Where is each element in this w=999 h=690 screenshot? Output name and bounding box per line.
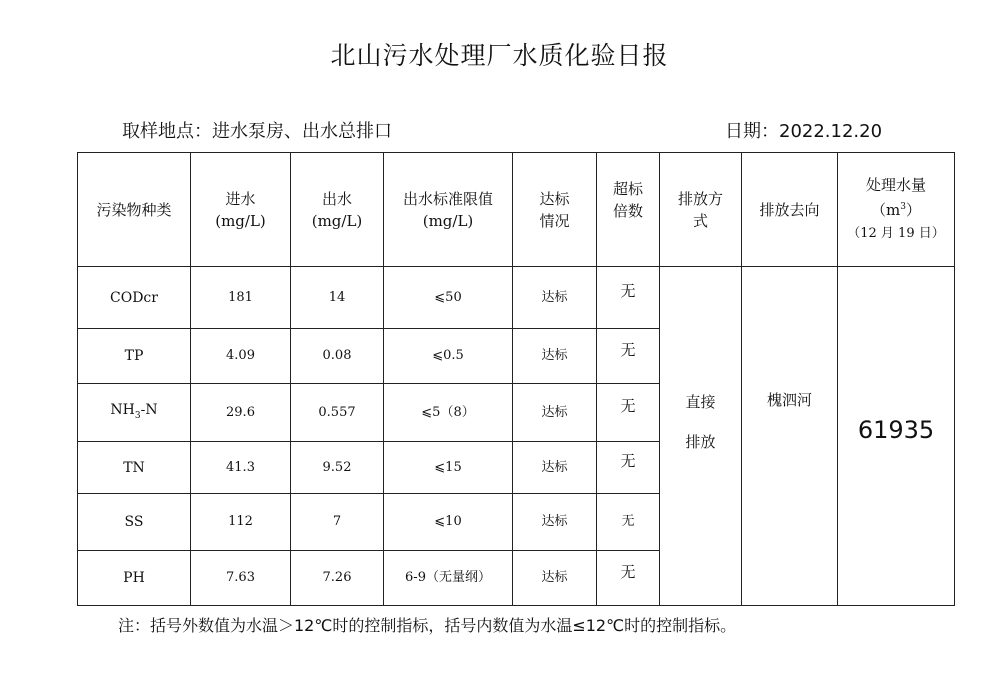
water-quality-table xyxy=(77,152,955,606)
limit-cell: ⩽10 xyxy=(384,494,513,551)
pollutant-cell: $NH_3-N$ xyxy=(78,384,191,442)
report-date: 日期：2022.12.20 xyxy=(725,121,883,142)
outflow-cell: 7 xyxy=(291,494,384,551)
header-discharge-method: 排放方 式 xyxy=(660,153,742,267)
exceed-cell: 无 xyxy=(597,329,660,384)
inflow-cell: 29.6 xyxy=(191,384,291,442)
header-inflow: 进水 (mg/L) xyxy=(191,153,291,267)
limit-cell: ⩽0.5 xyxy=(384,329,513,384)
inflow-cell: 7.63 xyxy=(191,551,291,606)
exceed-cell: 无 xyxy=(597,267,660,329)
exceed-cell: 无 xyxy=(597,494,660,551)
inflow-cell: 41.3 xyxy=(191,442,291,494)
status-cell: 达标 xyxy=(513,494,597,551)
header-outflow: 出水 (mg/L) xyxy=(291,153,384,267)
pollutant-cell: TP xyxy=(78,329,191,384)
pollutant-cell: PH xyxy=(78,551,191,606)
exceed-cell: 无 xyxy=(597,551,660,606)
limit-cell: ⩽50 xyxy=(384,267,513,329)
status-cell: 达标 xyxy=(513,267,597,329)
report-title: 北山污水处理厂水质化验日报 xyxy=(330,41,669,70)
pollutant-cell: CODcr xyxy=(78,267,191,329)
outflow-cell: 9.52 xyxy=(291,442,384,494)
header-limit: 出水标准限值 (mg/L) xyxy=(384,153,513,267)
header-volume: 处理水量 $(m^3)$ （12 月 19 日） xyxy=(838,153,955,267)
destination-cell: 槐泗河 xyxy=(742,267,838,606)
pollutant-cell: SS xyxy=(78,494,191,551)
inflow-cell: 4.09 xyxy=(191,329,291,384)
header-row xyxy=(78,153,955,267)
outflow-cell: 0.08 xyxy=(291,329,384,384)
sampling-location: 取样地点：进水泵房、出水总排口 xyxy=(122,121,392,142)
outflow-cell: 7.26 xyxy=(291,551,384,606)
limit-cell: ⩽15 xyxy=(384,442,513,494)
status-cell: 达标 xyxy=(513,384,597,442)
status-cell: 达标 xyxy=(513,551,597,606)
header-pollutant: 污染物种类 xyxy=(78,153,191,267)
outflow-cell: 0.557 xyxy=(291,384,384,442)
discharge-method-cell: 直接 排放 xyxy=(660,267,742,606)
exceed-cell: 无 xyxy=(597,442,660,494)
header-status: 达标 情况 xyxy=(513,153,597,267)
footnote: 注：括号外数值为水温＞12℃时的控制指标，括号内数值为水温≤12℃时的控制指标。 xyxy=(118,616,737,635)
header-destination: 排放去向 xyxy=(742,153,838,267)
pollutant-cell: TN xyxy=(78,442,191,494)
inflow-cell: 181 xyxy=(191,267,291,329)
header-exceed: 超标 倍数 xyxy=(597,153,660,267)
limit-cell: 6-9（无量纲） xyxy=(384,551,513,606)
volume-cell: 61935 xyxy=(838,267,955,606)
limit-cell: ⩽5（8） xyxy=(384,384,513,442)
status-cell: 达标 xyxy=(513,329,597,384)
outflow-cell: 14 xyxy=(291,267,384,329)
table-row xyxy=(78,267,955,329)
inflow-cell: 112 xyxy=(191,494,291,551)
status-cell: 达标 xyxy=(513,442,597,494)
exceed-cell: 无 xyxy=(597,384,660,442)
